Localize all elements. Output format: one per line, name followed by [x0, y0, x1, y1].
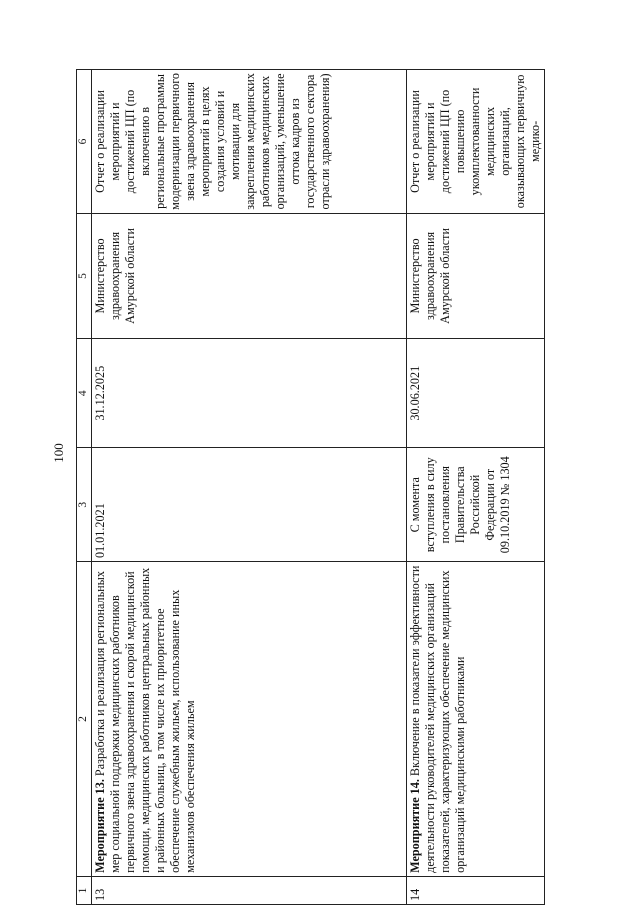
header-col-2: 2 — [77, 562, 92, 877]
result-report: Отчет о реализации мероприятий и достижений ЦП (по повышению укомплектованности медицинских организаций, оказывающих первичную медико- — [407, 70, 545, 214]
row-number: 14 — [407, 876, 545, 904]
start-date: С момента вступления в силу постановления Правительства Российской Федерации от 09.10.2019 № 1304 — [407, 448, 545, 562]
measure-text: Включение в показатели эффективности деятельности руководителей медицинских организаций показателей, характеризующих обеспечение медицинских организаций медицинскими работниками — [408, 565, 467, 873]
responsible-org: Министерство здравоохранения Амурской области — [92, 213, 407, 338]
header-col-5: 5 — [77, 213, 92, 338]
table-row — [407, 70, 545, 905]
header-col-6: 6 — [77, 70, 92, 214]
header-col-1: 1 — [77, 876, 92, 904]
measure-description — [92, 562, 407, 877]
measure-description — [407, 562, 545, 877]
end-date: 31.12.2025 — [92, 338, 407, 447]
table-row — [92, 70, 407, 905]
table-header-row — [77, 70, 92, 905]
page-number: 100 — [51, 443, 66, 463]
measure-text: Разработка и реализация региональных мер социальной поддержки медицинских работников первичного звена здравоохранения и скорой медицинской помощи, медицинских работников центральных районных и районных больниц, в том числе их приоритетное обеспечение служебным жильем, использование иных механизмов обеспечения жильем — [93, 567, 197, 873]
responsible-org: Министерство здравоохранения Амурской области — [407, 213, 545, 338]
measure-title: Мероприятие 14. — [408, 779, 422, 873]
result-report: Отчет о реализации мероприятий и достижений ЦП (по включению в региональные программы модернизации первичного звена здравоохранения мероприятий в целях создания условий и мотивации для закрепления медицинских работников медицинских организаций, уменьшение оттока кадров из государственного сектора отрасли здравоохранения) — [92, 70, 407, 214]
measures-table — [76, 69, 545, 905]
end-date: 30.06.2021 — [407, 338, 545, 447]
header-col-4: 4 — [77, 338, 92, 447]
header-col-3: 3 — [77, 448, 92, 562]
row-number: 13 — [92, 876, 407, 904]
measure-title: Мероприятие 13. — [93, 779, 107, 873]
rotated-table-container — [76, 65, 596, 905]
start-date: 01.01.2021 — [92, 448, 407, 562]
